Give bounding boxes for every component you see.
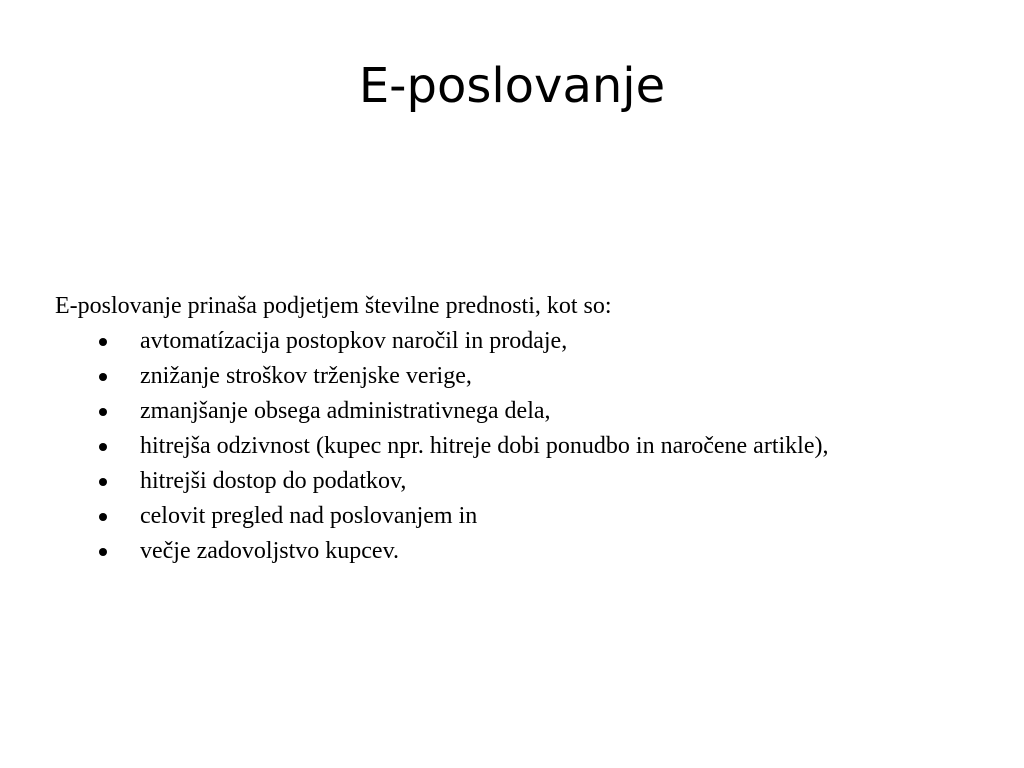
bullet-item [55,324,995,359]
bullet-text: znižanje stroškov trženjske verige, [140,363,472,389]
bullet-icon [99,478,107,486]
intro-text: E-poslovanje prinaša podjetjem številne prednosti, kot so: [55,293,612,319]
bullet-item [55,499,995,534]
bullet-text: zmanjšanje obsega administrativnega dela, [140,398,551,424]
bullet-item [55,394,995,429]
bullet-item [55,359,995,394]
slide-title: E-poslovanje [358,58,666,114]
bullet-text: večje zadovoljstvo kupcev. [140,538,400,564]
bullet-item [55,429,995,464]
bullet-icon [99,548,107,556]
bullet-text: avtomatízacija postopkov naročil in prodaje, [140,328,568,354]
bullet-item [55,464,995,499]
bullet-icon [99,443,107,451]
bullet-icon [99,513,107,521]
slide-content [55,289,995,569]
bullet-list [55,324,995,569]
bullet-text: hitrejša odzivnost (kupec npr. hitreje dobi ponudbo in naročene artikle), [140,433,829,459]
bullet-text: hitrejši dostop do podatkov, [140,468,407,494]
bullet-item [55,534,995,569]
bullet-icon [99,408,107,416]
bullet-text: celovit pregled nad poslovanjem in [140,503,478,529]
bullet-icon [99,338,107,346]
bullet-icon [99,373,107,381]
